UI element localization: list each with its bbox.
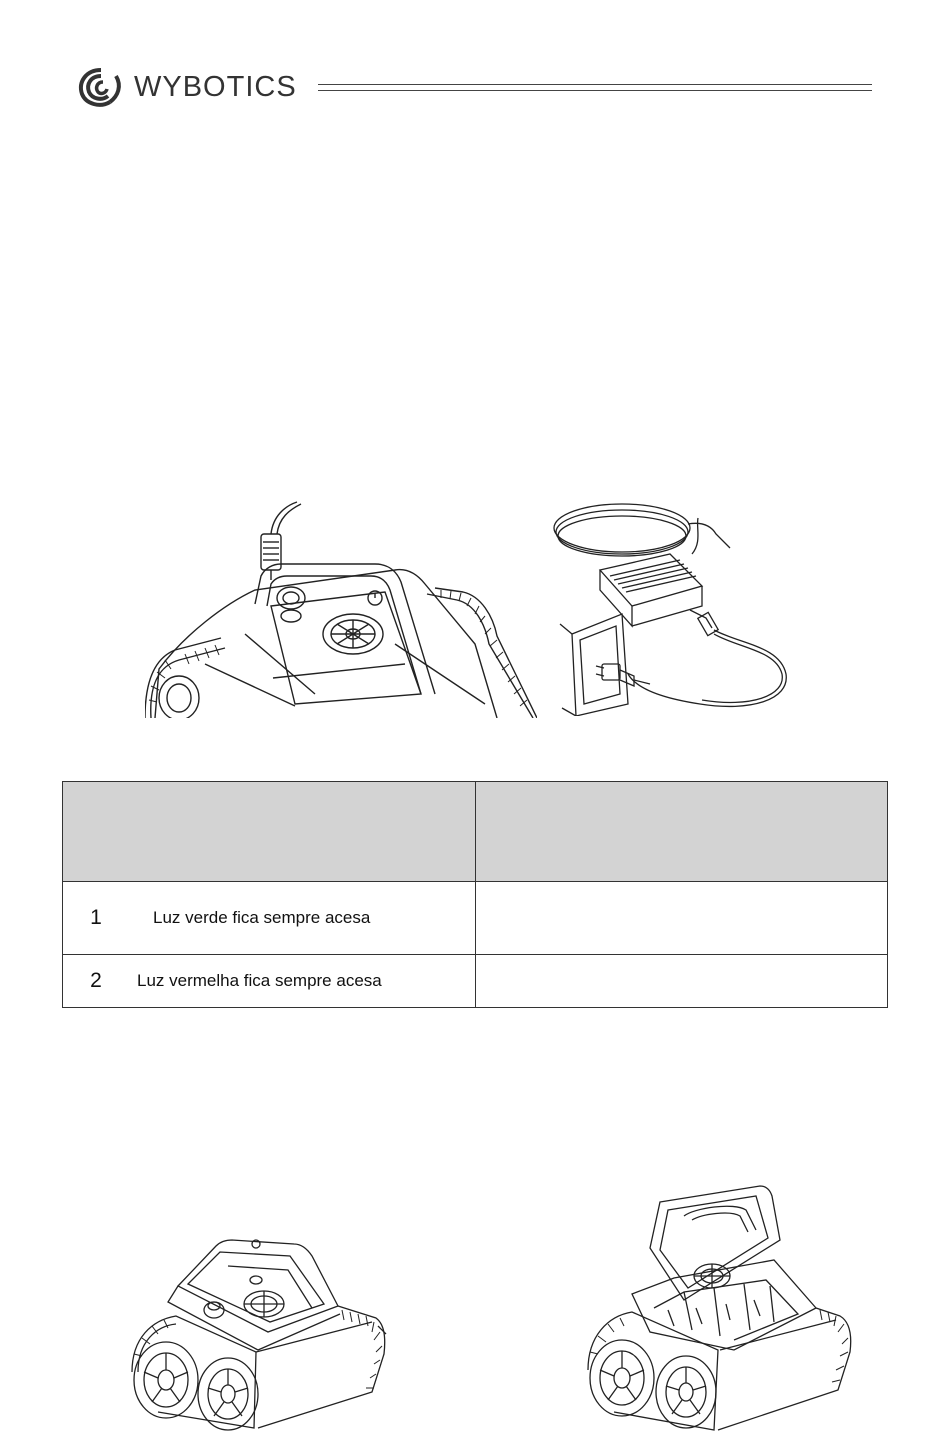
page-header bbox=[76, 66, 876, 110]
row-number: 1 bbox=[90, 906, 102, 929]
table-cell-meaning bbox=[476, 955, 888, 1008]
row-status-text: Luz verde fica sempre acesa bbox=[153, 908, 371, 927]
table-header-cell bbox=[476, 782, 888, 882]
table-row bbox=[63, 955, 888, 1008]
table-cell-meaning bbox=[476, 882, 888, 955]
wybotics-swirl-logo-icon bbox=[76, 66, 126, 110]
header-rule-top bbox=[318, 84, 872, 85]
header-rule-bottom bbox=[318, 90, 872, 91]
table-cell-status bbox=[63, 882, 476, 955]
robot-lid-open-illustration bbox=[584, 1180, 856, 1436]
table-header-row bbox=[63, 782, 888, 882]
row-status-text: Luz vermelha fica sempre acesa bbox=[137, 971, 382, 990]
table-row bbox=[63, 882, 888, 955]
row-number: 2 bbox=[90, 969, 102, 992]
status-light-table bbox=[62, 781, 888, 1008]
table-header-cell bbox=[63, 782, 476, 882]
power-adapter-wall-outlet-illustration bbox=[550, 494, 790, 716]
robot-charging-port-illustration bbox=[145, 494, 537, 718]
table-cell-status bbox=[63, 955, 476, 1008]
robot-closed-illustration bbox=[128, 1222, 390, 1434]
brand-name: WYBOTICS bbox=[134, 71, 297, 103]
